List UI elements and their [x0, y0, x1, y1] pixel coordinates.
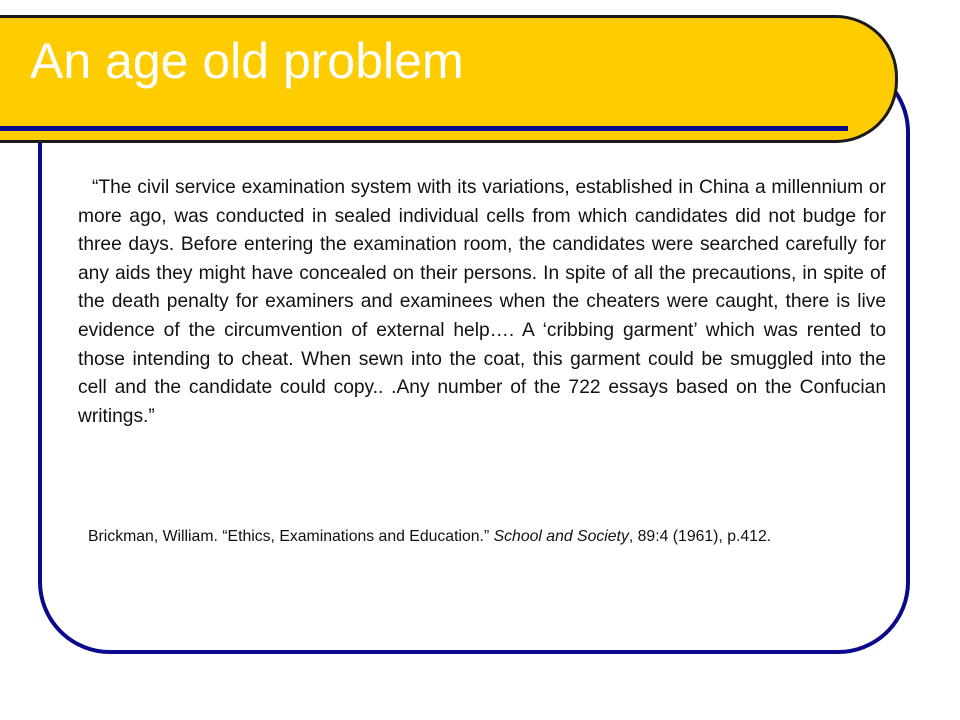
quote-text: “The civil service examination system with its variations, established in China a millennium or more ago, was conducted in sealed individual cells from which candidates did not budge for three days. Before entering the examination room, the candidates were searched carefully for any aids they might have concealed on their persons. In spite of all the precautions, in spite of the death penalty for examiners and examinees when the cheaters were caught, there is live evidence of the circumvention of external help…. A ‘cribbing garment’ which was rented to those intending to cheat. When sewn into the coat, this garment could be smuggled into the cell and the candidate could copy.. .Any number of the 722 essays based on the Confucian writings.”: [78, 177, 886, 427]
citation: [78, 524, 886, 549]
title-underline: [0, 126, 848, 131]
slide-title: An age old problem: [30, 33, 464, 89]
citation-details: , 89:4 (1961), p.412.: [628, 528, 772, 545]
citation-journal: School and Society: [493, 528, 629, 545]
citation-author-title: Brickman, William. “Ethics, Examinations and Education.”: [88, 528, 494, 545]
